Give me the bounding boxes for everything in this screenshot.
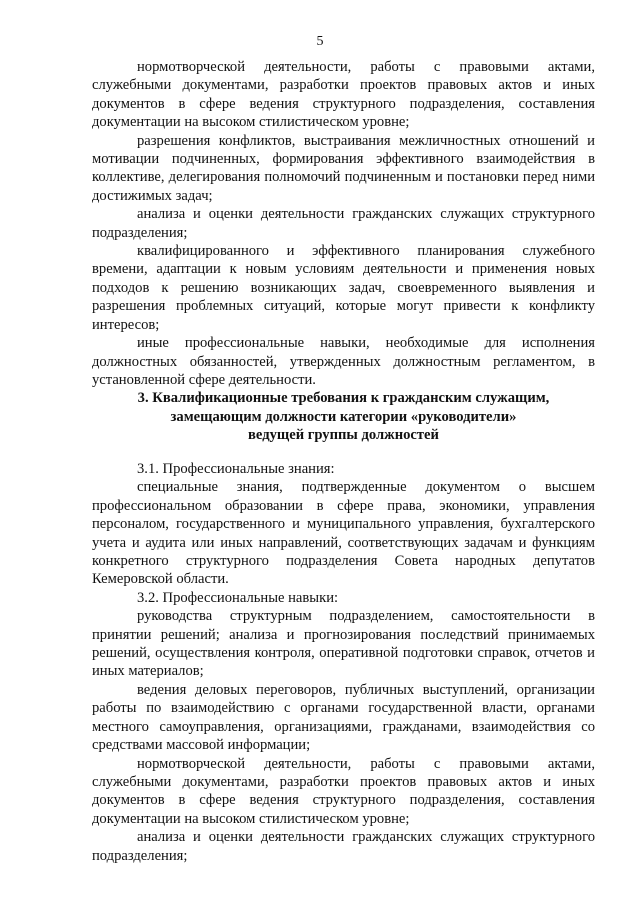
heading-line: ведущей группы должностей — [248, 427, 439, 443]
section-heading — [92, 389, 595, 445]
paragraph: квалифицированного и эффективного планирования служебного времени, адаптации к новым условиям деятельности и применения новых подходов к решению возникающих задач, своевременного выявления и разрешения проблемных ситуаций, которые могут привести к конфликту интересов; — [92, 243, 595, 333]
heading-line: 3. Квалификационные требования к гражданским служащим, — [137, 390, 550, 406]
section-body — [92, 460, 595, 865]
paragraph: нормотворческой деятельности, работы с правовыми актами, служебными документами, разработки проектов правовых актов и иных документов в сфере ведения структурного подразделения, составления документации на высоком стилистическом уровне; — [92, 755, 595, 827]
subsection-title: 3.1. Профессиональные знания: — [137, 461, 335, 477]
heading-line: замещающим должности категории «руководители» — [170, 408, 517, 425]
skills-list-continued — [92, 58, 595, 389]
page-number: 5 — [316, 34, 324, 49]
subsection-title: 3.2. Профессиональные навыки: — [137, 589, 339, 606]
paragraph: иные профессиональные навыки, необходимые для исполнения должностных обязанностей, утвержденных должностным регламентом, в установленной сфере деятельности. — [92, 335, 595, 388]
paragraph: разрешения конфликтов, выстраивания межличностных отношений и мотивации подчиненных, формирования эффективного взаимодействия в коллективе, делегирования полномочий подчиненным и постановки перед ними достижимых задач; — [92, 132, 595, 204]
paragraph: нормотворческой деятельности, работы с правовыми актами, служебными документами, разработки проектов правовых актов и иных документов в сфере ведения структурного подразделения, составления документации на высоком стилистическом уровне; — [92, 59, 595, 131]
paragraph: анализа и оценки деятельности гражданских служащих структурного подразделения; — [92, 829, 595, 864]
paragraph: специальные знания, подтвержденные документом о высшем профессиональном образовании в сфере права, экономики, управления персоналом, государственного и муниципального управления, бухгалтерского учета и аудита или иных направлений, соответствующих задачам и функциям конкретного структурного подразделения Совета народных депутатов Кемеровской области. — [92, 479, 595, 588]
paragraph: руководства структурным подразделением, самостоятельности в принятии решений; анализа и прогнозирования последствий принимаемых решений, осуществления контроля, оперативной подготовки справок, отчетов и иных материалов; — [92, 608, 595, 680]
paragraph: анализа и оценки деятельности гражданских служащих структурного подразделения; — [92, 206, 595, 241]
paragraph: ведения деловых переговоров, публичных выступлений, организации работы по взаимодействию с органами государственной власти, органами местного самоуправления, организациями, гражданами, взаимодействия со средствами массовой информации; — [92, 681, 595, 754]
